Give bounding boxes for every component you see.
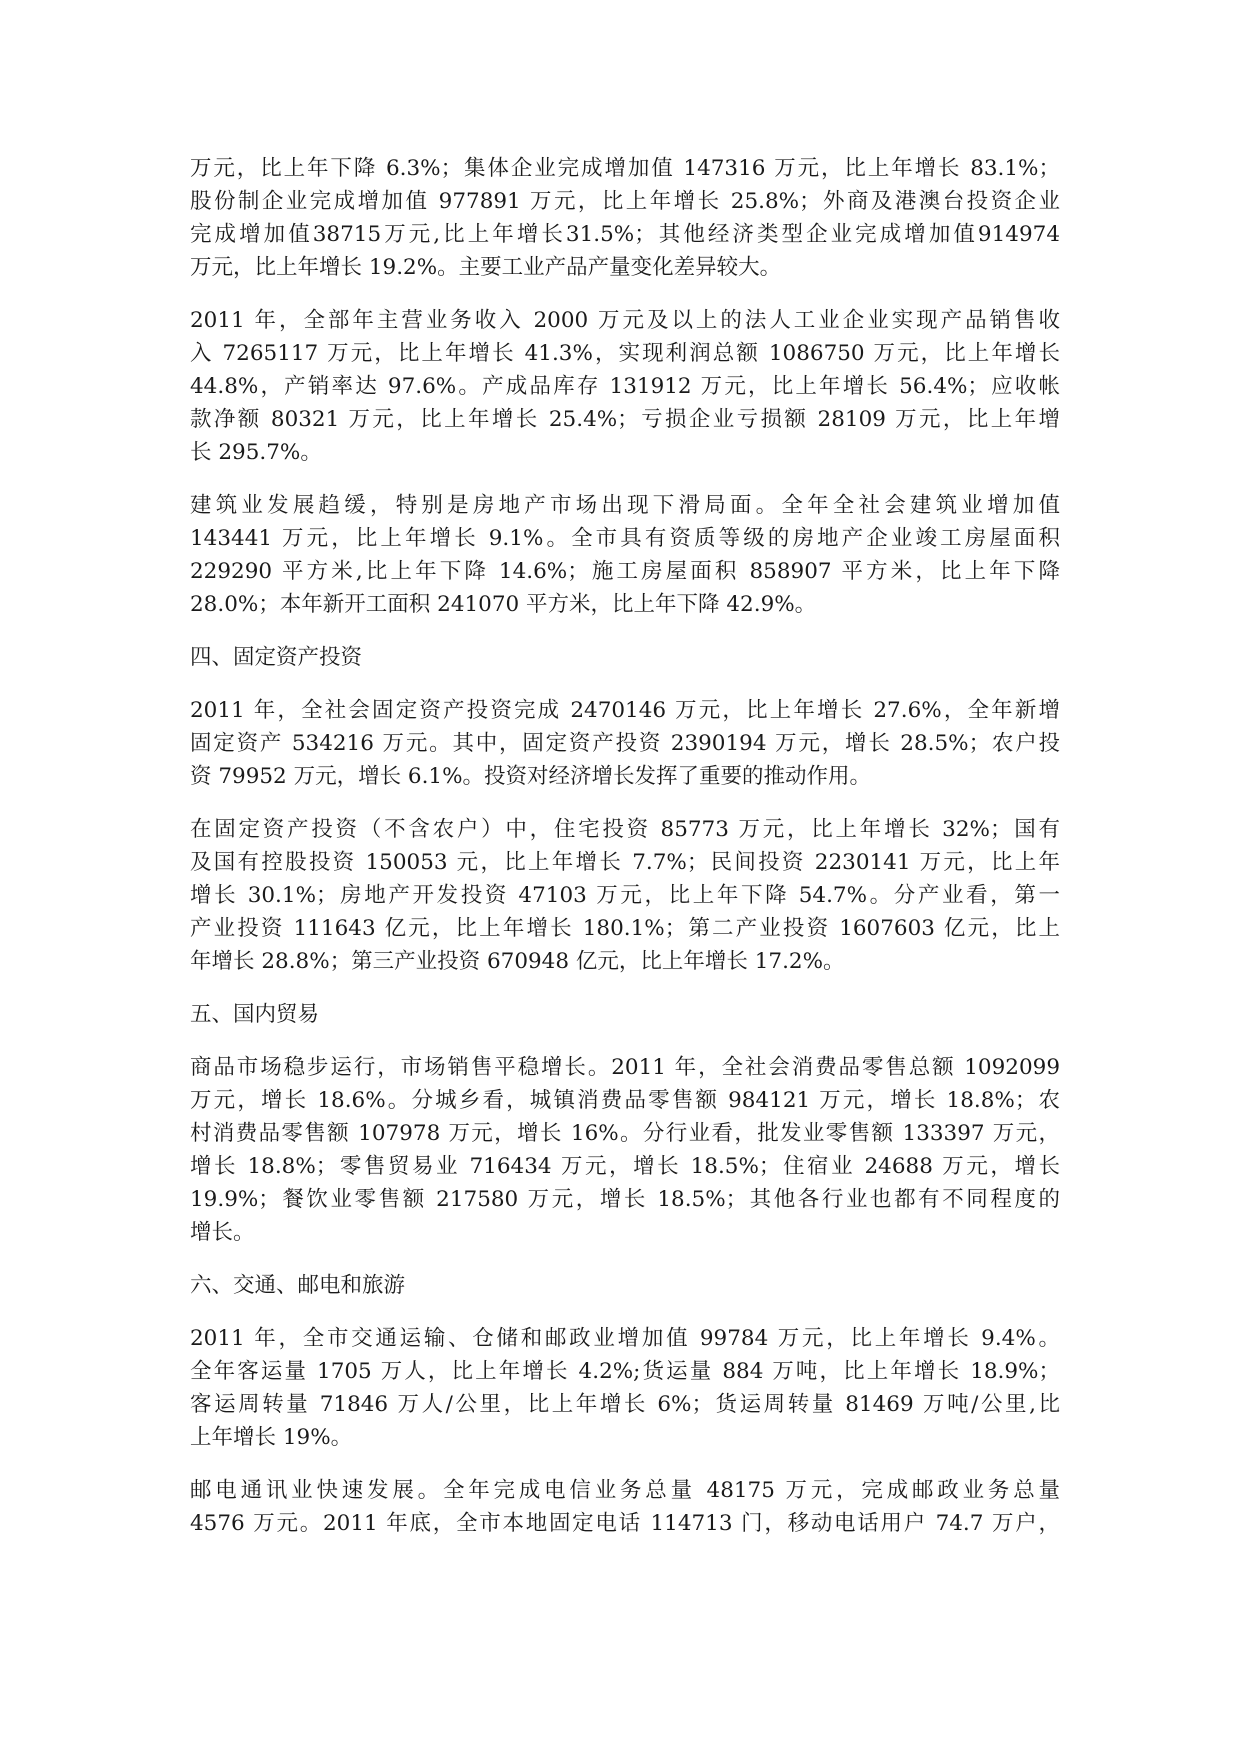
text-line: 万元，比上年增长 19.2%。主要工业产品产量变化差异较大。 xyxy=(190,255,782,280)
paragraph-fixed-asset-breakdown xyxy=(190,813,1060,978)
text-line: 完成增加值38715万元,比上年增长31.5%；其他经济类型企业完成增加值914974 xyxy=(190,222,1060,247)
paragraph-fixed-asset-total xyxy=(190,694,1060,793)
text-line: 长 295.7%。 xyxy=(190,440,322,465)
document-body xyxy=(190,152,1060,1560)
paragraph-telecom xyxy=(190,1474,1060,1540)
text-line: 款净额 80321 万元，比上年增长 25.4%；亏损企业亏损额 28109 万元，比上年增 xyxy=(190,407,1060,432)
text-line: 年增长 28.8%；第三产业投资 670948 亿元，比上年增长 17.2%。 xyxy=(190,949,845,974)
section-heading-fixed-asset-investment: 四、固定资产投资 xyxy=(190,645,363,670)
paragraph-transport xyxy=(190,1322,1060,1454)
text-line: 固定资产 534216 万元。其中，固定资产投资 2390194 万元，增长 28.5%；农户投 xyxy=(190,731,1060,756)
paragraph-industrial-revenue xyxy=(190,304,1060,469)
text-line: 邮电通讯业快速发展。全年完成电信业务总量 48175 万元，完成邮政业务总量 xyxy=(190,1478,1060,1503)
text-line: 增长 30.1%；房地产开发投资 47103 万元，比上年下降 54.7%。分产业看，第一 xyxy=(190,883,1060,908)
text-line: 44.8%，产销率达 97.6%。产成品库存 131912 万元，比上年增长 56.4%；应收帐 xyxy=(190,374,1060,399)
text-line: 入 7265117 万元，比上年增长 41.3%，实现利润总额 1086750 万元，比上年增长 xyxy=(190,341,1060,366)
section-heading-domestic-trade: 五、国内贸易 xyxy=(190,1002,320,1027)
text-line: 及国有控股投资 150053 元，比上年增长 7.7%；民间投资 2230141 万元，比上年 xyxy=(190,850,1060,875)
text-line: 2011 年，全市交通运输、仓储和邮政业增加值 99784 万元，比上年增长 9.4%。 xyxy=(190,1326,1060,1351)
text-line: 28.0%；本年新开工面积 241070 平方米，比上年下降 42.9%。 xyxy=(190,592,817,617)
text-line: 产业投资 111643 亿元，比上年增长 180.1%；第二产业投资 1607603 亿元，比上 xyxy=(190,916,1060,941)
text-line: 4576 万元。2011 年底，全市本地固定电话 114713 门，移动电话用户 74.7 万户， xyxy=(190,1511,1060,1536)
text-line: 万元，增长 18.6%。分城乡看，城镇消费品零售额 984121 万元，增长 18.8%；农 xyxy=(190,1088,1060,1113)
text-line: 万元，比上年下降 6.3%；集体企业完成增加值 147316 万元，比上年增长 83.1%； xyxy=(190,156,1060,181)
section-heading-transport-post-tourism: 六、交通、邮电和旅游 xyxy=(190,1273,406,1298)
paragraph-construction xyxy=(190,489,1060,621)
paragraph-retail-sales xyxy=(190,1051,1060,1249)
text-line: 股份制企业完成增加值 977891 万元，比上年增长 25.8%；外商及港澳台投资企业 xyxy=(190,189,1060,214)
text-line: 建筑业发展趋缓，特别是房地产市场出现下滑局面。全年全社会建筑业增加值 xyxy=(190,493,1060,518)
text-line: 村消费品零售额 107978 万元，增长 16%。分行业看，批发业零售额 133397 万元， xyxy=(190,1121,1060,1146)
text-line: 在固定资产投资（不含农户）中，住宅投资 85773 万元，比上年增长 32%；国有 xyxy=(190,817,1060,842)
text-line: 客运周转量 71846 万人/公里，比上年增长 6%；货运周转量 81469 万吨/公里,比 xyxy=(190,1392,1060,1417)
text-line: 资 79952 万元，增长 6.1%。投资对经济增长发挥了重要的推动作用。 xyxy=(190,764,872,789)
text-line: 增长 18.8%；零售贸易业 716434 万元，增长 18.5%；住宿业 24688 万元，增长 xyxy=(190,1154,1060,1179)
paragraph-industry-ownership xyxy=(190,152,1060,284)
text-line: 2011 年，全社会固定资产投资完成 2470146 万元，比上年增长 27.6%，全年新增 xyxy=(190,698,1060,723)
text-line: 19.9%；餐饮业零售额 217580 万元，增长 18.5%；其他各行业也都有不同程度的 xyxy=(190,1187,1060,1212)
text-line: 229290 平方米,比上年下降 14.6%；施工房屋面积 858907 平方米，比上年下降 xyxy=(190,559,1060,584)
text-line: 2011 年，全部年主营业务收入 2000 万元及以上的法人工业企业实现产品销售收 xyxy=(190,308,1060,333)
text-line: 全年客运量 1705 万人，比上年增长 4.2%;货运量 884 万吨，比上年增长 18.9%； xyxy=(190,1359,1060,1384)
text-line: 上年增长 19%。 xyxy=(190,1425,353,1450)
text-line: 增长。 xyxy=(190,1220,255,1245)
text-line: 143441 万元，比上年增长 9.1%。全市具有资质等级的房地产企业竣工房屋面积 xyxy=(190,526,1060,551)
text-line: 商品市场稳步运行，市场销售平稳增长。2011 年，全社会消费品零售总额 1092099 xyxy=(190,1055,1060,1080)
